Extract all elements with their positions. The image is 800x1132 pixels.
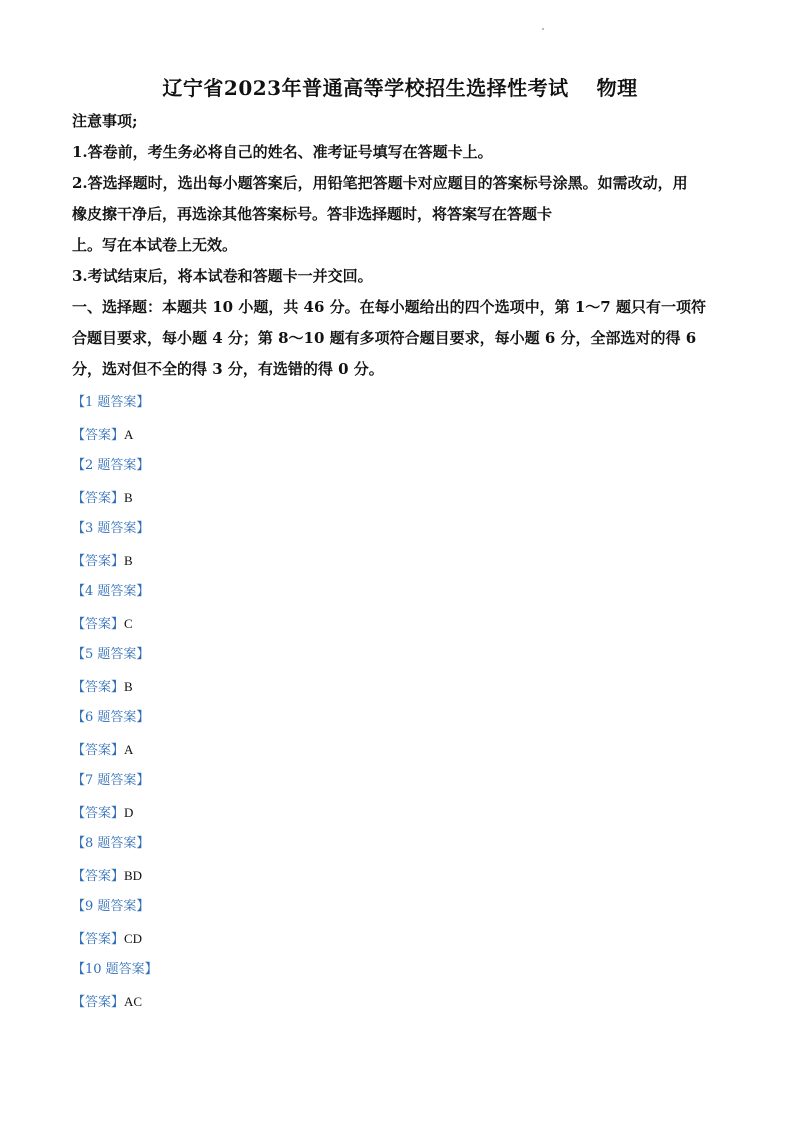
scan-dot: [542, 28, 544, 30]
answer-heading: 【10 题答案】: [72, 962, 158, 977]
answer-value-row: [72, 804, 133, 823]
answer-label: 【答案】: [72, 995, 125, 1010]
answer-label: 【答案】: [72, 743, 125, 758]
notice-item-3: 3.考试结束后，将本试卷和答题卡一并交回。: [72, 267, 373, 285]
answer-label: 【答案】: [72, 806, 125, 821]
answer-value-row: [72, 426, 133, 445]
exam-title-text: 辽宁省2023年普通高等学校招生选择性考试: [162, 76, 569, 100]
answer-label: 【答案】: [72, 869, 125, 884]
answer-value: BD: [124, 868, 143, 883]
exam-title: [0, 72, 800, 101]
answer-value-row: [72, 867, 142, 886]
answer-value-row: [72, 678, 133, 697]
answer-heading: 【9 题答案】: [72, 899, 150, 914]
notice-item-1: 1.答卷前，考生务必将自己的姓名、准考证号填写在答题卡上。: [72, 143, 493, 161]
notice-block: [72, 106, 732, 385]
answer-label: 【答案】: [72, 491, 125, 506]
answer-heading: 【2 题答案】: [72, 458, 150, 473]
answer-value: C: [124, 616, 133, 631]
answer-label: 【答案】: [72, 554, 125, 569]
answer-label: 【答案】: [72, 932, 125, 947]
answer-value: A: [124, 742, 134, 757]
answer-heading: 【6 题答案】: [72, 710, 150, 725]
section-instructions-line-1: 一、选择题：本题共 10 小题，共 46 分。在每小题给出的四个选项中，第 1～7 题只有一项符: [72, 298, 706, 316]
answer-value-row: [72, 930, 142, 949]
answer-label: 【答案】: [72, 428, 125, 443]
answer-heading: 【7 题答案】: [72, 773, 150, 788]
answer-value-row: [72, 489, 133, 508]
section-instructions-line-3: 分，选对但不全的得 3 分，有选错的得 0 分。: [72, 360, 384, 378]
answer-value-row: [72, 993, 142, 1012]
answer-value-row: [72, 615, 133, 634]
answer-heading: 【3 题答案】: [72, 521, 150, 536]
answer-label: 【答案】: [72, 617, 125, 632]
exam-subject: 物理: [596, 76, 638, 100]
answer-label: 【答案】: [72, 680, 125, 695]
notice-item-2-line-2: 橡皮擦干净后，再选涂其他答案标号。答非选择题时，将答案写在答题卡: [72, 205, 553, 223]
answer-heading: 【1 题答案】: [72, 395, 150, 410]
answer-value: CD: [124, 931, 143, 946]
answer-value: A: [124, 427, 134, 442]
notice-heading: 注意事项;: [72, 112, 138, 130]
answer-value: B: [124, 490, 133, 505]
answer-value: AC: [124, 994, 143, 1009]
answer-heading: 【5 题答案】: [72, 647, 150, 662]
answer-value-row: [72, 552, 133, 571]
answer-value: D: [124, 805, 134, 820]
answer-value: B: [124, 679, 133, 694]
notice-item-2-line-3: 上。写在本试卷上无效。: [72, 236, 238, 254]
notice-item-2-line-1: 2.答选择题时，选出每小题答案后，用铅笔把答题卡对应题目的答案标号涂黑。如需改动，用: [72, 174, 688, 192]
section-instructions-line-2: 合题目要求，每小题 4 分；第 8～10 题有多项符合题目要求，每小题 6 分，全部选对的得 6: [72, 329, 697, 347]
answer-value: B: [124, 553, 133, 568]
answer-heading: 【8 题答案】: [72, 836, 150, 851]
answer-heading: 【4 题答案】: [72, 584, 150, 599]
answer-value-row: [72, 741, 133, 760]
